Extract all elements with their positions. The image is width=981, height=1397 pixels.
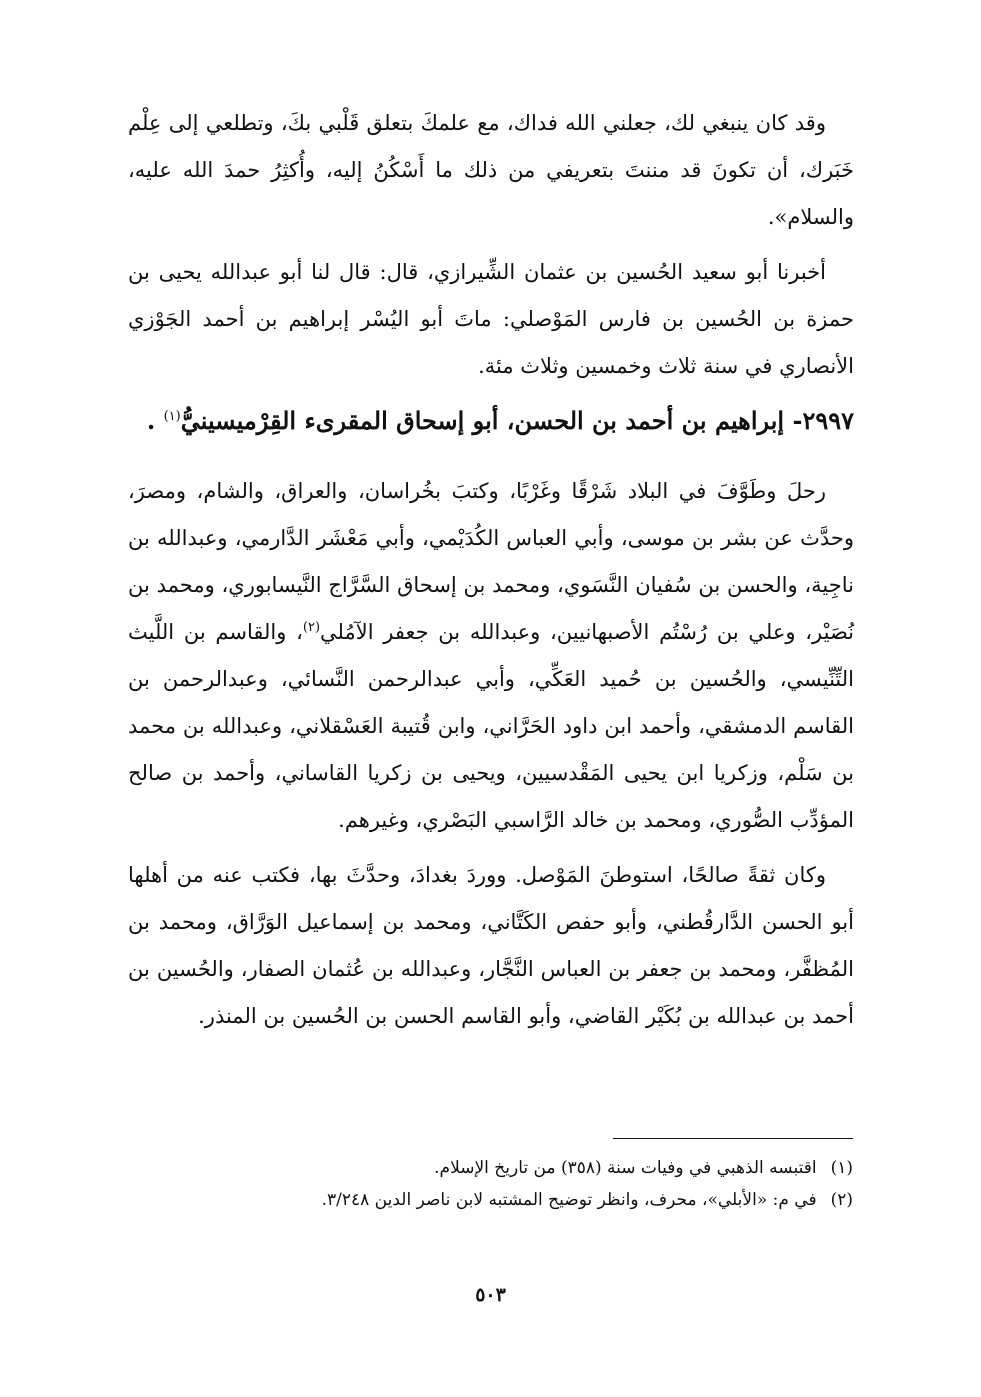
footnote-divider: [613, 1138, 853, 1139]
page-body: [128, 100, 854, 1040]
page-number: ٥٠٣: [475, 1284, 506, 1306]
footnote-mark: (٢): [830, 1190, 853, 1210]
entry-title: إبراهيم بن أحمد بن الحسن، أبو إسحاق المقرىء القِرْميسينيُّ: [180, 406, 785, 435]
entry-end-mark: .: [146, 406, 156, 435]
paragraph-students: وكان ثقةً صالحًا، استوطنَ المَوْصل. ووردَ بغدادَ، وحدَّثَ بها، فكتب عنه من أهلها أبو الحسن الدَّارقُطني، وأبو حفص الكَتَّاني، ومحمد بن إسماعيل الوَرَّاق، ومحمد بن المُظفَّر، ومحمد بن جعفر بن العباس النَّجَّار، وعبدالله بن عُثمان الصفار، والحُسين بن أحمد بن عبدالله بن بُكَيْر القاضي، وأبو القاسم الحسن بن الحُسين بن المنذر.: [128, 863, 854, 1028]
paragraph-death-report: أخبرنا أبو سعيد الحُسين بن عثمان الشِّيرازي، قال: قال لنا أبو عبدالله يحيى بن حمزة بن الحُسين بن فارس المَوْصلي: ماتَ أبو اليُسْر إبراهيم بن أحمد الجَوْزي الأنصاري في سنة ثلاث وخمسين وثلاث مئة.: [128, 260, 854, 378]
paragraph-letter-ending: وقد كان ينبغي لك، جعلني الله فداك، مع علمكَ بتعلق قَلْبي بكَ، وتطلعي إلى عِلْم خَبَرك، أن تكونَ قد مننتَ بتعريفي من ذلك ما أَسْكُنُ إليه، وأُكثِرُ حمدَ الله عليه، والسلام».: [128, 111, 854, 229]
footnote-2: [127, 1184, 853, 1216]
entry-heading: [128, 396, 854, 446]
footnote-ref-2: (٢): [302, 620, 321, 635]
footnotes: [127, 1152, 853, 1216]
footnote-text: في م: «الأبلي»، محرف، وانظر توضيح المشتبه لابن ناصر الدين ٣/٢٤٨.: [321, 1190, 817, 1210]
entry-number: ٢٩٩٧-: [792, 406, 854, 435]
travels-text-1: رحلَ وطَوَّفَ في البلاد شَرْقًا وغَرْبًا، وكتبَ بخُراسان، والعراق، والشام، ومصرَ، وحدَّث عن بشر بن موسى، وأبي العباس الكُدَيْمي، وأبي مَعْشَر الدَّارمي، وعبدالله بن ناجِية، والحسن بن سُفيان النَّسَوي، ومحمد بن إسحاق السَّرَّاج النَّيسابوري، ومحمد بن نُصَيْر، وعلي بن رُسْتُم الأصبهانيين، وعبدالله بن جعفر الآمُلي: [128, 479, 854, 644]
paragraph-travels: [128, 468, 854, 844]
footnote-ref-1: (١): [163, 409, 181, 424]
footnote-text: اقتبسه الذهبي في وفيات سنة (٣٥٨) من تاريخ الإسلام.: [434, 1158, 817, 1178]
travels-text-2: ، والقاسم بن اللَّيث التِّنِّيسي، والحُسين بن حُميد العَكِّي، وأبي عبدالرحمن النَّسائي، وعبدالرحمن بن القاسم الدمشقي، وأحمد ابن داود الحَرَّاني، وابن قُتيبة العَسْقلاني، وعبدالله بن محمد بن سَلْم، وزكريا ابن يحيى المَقْدسيين، ويحيى بن زكريا القاساني، وأحمد بن صالح المؤدِّب الصُّوري، ومحمد بن خالد الرَّاسبي البَصْري، وغيرهم.: [128, 620, 854, 832]
footnote-mark: (١): [830, 1158, 853, 1178]
footnote-1: [127, 1152, 853, 1184]
